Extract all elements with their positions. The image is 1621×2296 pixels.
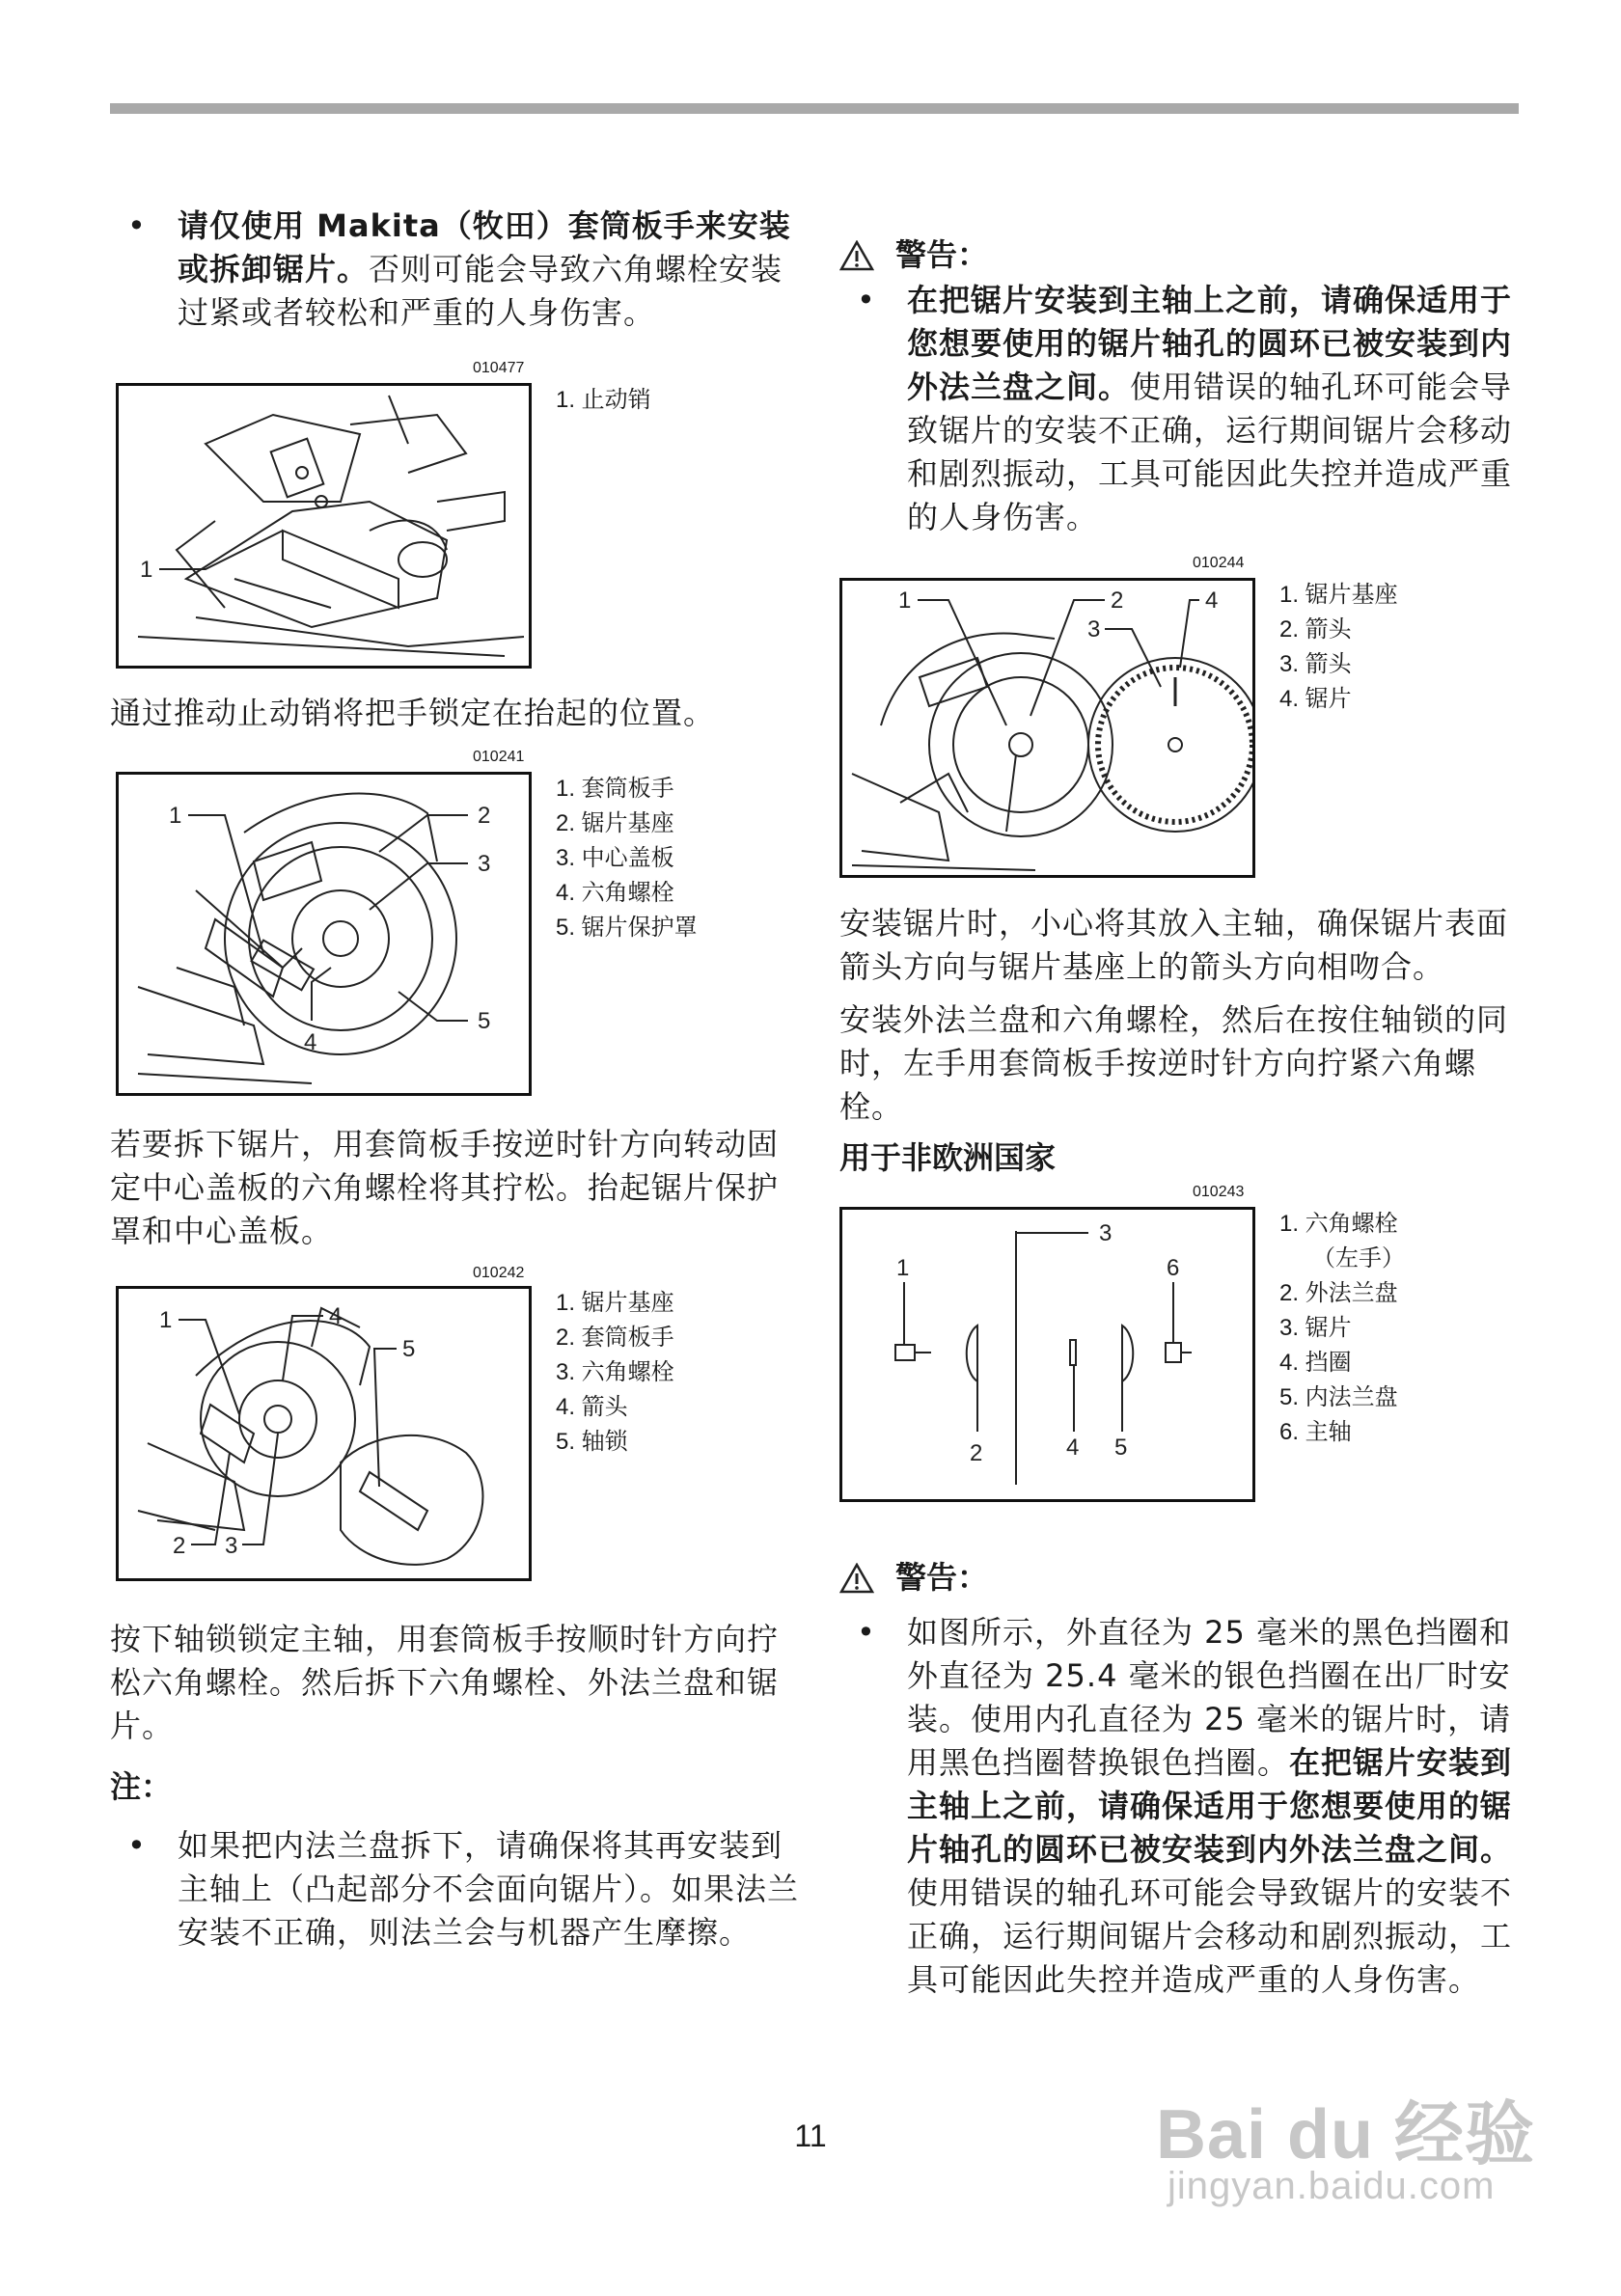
paragraph-remove-blade: 若要拆下锯片，用套筒板手按逆时针方向转动固定中心盖板的六角螺栓将其拧松。抬起锯片保护罩和中心盖板。 [110,1126,780,1249]
figure-code: 010243 [1193,1184,1245,1200]
warning-heading-2 [839,1556,1525,1599]
warning-triangle-icon [839,240,874,271]
center-cover-illustration [119,775,529,1093]
bullet-text: 使用错误的轴孔环可能会导致锯片的安装不正确，运行期间锯片会移动和剧烈振动，工具可能因此失控并造成严重的人身伤害。 [907,369,1513,535]
figure-legend [556,1286,674,1460]
legend-item: 3. 锯片 [1279,1315,1352,1341]
top-rule [110,103,1519,114]
bullet-socket-wrench [110,205,805,335]
legend-item: 1. 止动销 [556,387,651,413]
note-heading: 注： [110,1768,173,1805]
callout-5: 5 [402,1336,416,1362]
warning-heading-1 [839,233,1525,277]
callout-6: 6 [1167,1255,1180,1281]
warning-heading-text: 警告： [895,1559,989,1596]
figure-center-cover [110,735,805,1109]
flange-assembly-illustration [842,1210,1252,1499]
bullet-dot: • [857,282,876,318]
warning-heading-text: 警告： [895,236,989,273]
stopper-pin-illustration [119,386,529,666]
callout-3: 3 [478,851,491,877]
figure-shaft-lock [110,1253,805,1616]
legend-item: 5. 内法兰盘 [1279,1384,1398,1410]
bullet-note [110,1824,805,1954]
blade-arrows-illustration [842,581,1252,875]
legend-item: 1. 套筒板手 [556,776,674,802]
legend-item: （左手） [1312,1245,1405,1271]
bullet-bold-text: 请仅使用 Makita（牧田）套筒板手来安装或拆卸锯片。 [178,207,791,287]
callout-1: 1 [140,557,153,583]
callout-2: 2 [970,1440,983,1466]
legend-item: 1. 锯片基座 [556,1290,674,1316]
figure-legend [1279,1207,1405,1450]
legend-item: 3. 六角螺栓 [556,1359,674,1385]
paragraph-lock-handle: 通过推动止动销将把手锁定在抬起的位置。 [110,695,716,731]
callout-1: 1 [169,803,182,829]
figure-code: 010242 [473,1265,525,1281]
legend-item: 2. 套筒板手 [556,1325,674,1351]
figure-box [839,578,1255,878]
callout-3: 3 [225,1533,238,1559]
callout-2: 2 [173,1533,186,1559]
figure-legend [556,383,651,418]
section-heading-non-eu: 用于非欧洲国家 [839,1139,1057,1176]
figure-stopper-pin [110,335,805,674]
bullet-dot: • [127,1827,147,1864]
bullet-warning-2 [839,1611,1525,2002]
legend-item: 1. 锯片基座 [1279,582,1398,608]
figure-box [116,1286,532,1581]
right-column [839,205,1525,2002]
figure-legend [1279,578,1398,717]
bullet-tail-text: 使用错误的轴孔环可能会导致锯片的安装不正确，运行期间锯片会移动和剧烈振动，工具可能因此失控并造成严重的人身伤害。 [907,1874,1513,1998]
legend-item: 6. 主轴 [1279,1419,1352,1445]
paragraph-tighten-bolt: 安装外法兰盘和六角螺栓，然后在按住轴锁的同时，左手用套筒板手按逆时针方向拧紧六角螺栓。 [839,1001,1509,1125]
figure-flange-assembly [839,1180,1525,1556]
paragraph-loosen-bolt: 按下轴锁锁定主轴，用套筒板手按顺时针方向拧松六角螺栓。然后拆下六角螺栓、外法兰盘和锯片。 [110,1621,780,1744]
legend-item: 5. 锯片保护罩 [556,915,698,941]
figure-box [839,1207,1255,1502]
callout-1: 1 [159,1307,173,1333]
legend-item: 5. 轴锁 [556,1429,628,1455]
callout-4: 4 [1066,1435,1080,1461]
callout-1: 1 [898,588,912,614]
callout-1: 1 [896,1255,910,1281]
callout-4: 4 [304,1029,317,1055]
legend-item: 2. 外法兰盘 [1279,1280,1398,1306]
bullet-dot: • [857,1614,876,1651]
left-column [110,205,805,1954]
bullet-warning-1 [839,279,1525,539]
figure-code: 010241 [473,749,525,765]
bullet-bold-text: 在把锯片安装到主轴上之前，请确保适用于您想要使用的锯片轴孔的圆环已被安装到内外法兰盘之间。 [907,1744,1513,1868]
legend-item: 3. 中心盖板 [556,845,674,871]
figure-code: 010244 [1193,555,1245,571]
callout-5: 5 [1114,1435,1128,1461]
callout-2: 2 [478,803,491,829]
figure-code: 010477 [473,360,525,376]
paragraph-install-blade: 安装锯片时，小心将其放入主轴，确保锯片表面箭头方向与锯片基座上的箭头方向相吻合。 [839,905,1509,985]
callout-4: 4 [1205,588,1219,614]
legend-item: 4. 锯片 [1279,686,1352,712]
figure-legend [556,772,698,945]
legend-item: 1. 六角螺栓 [1279,1211,1398,1237]
warning-triangle-icon [839,1563,874,1594]
callout-2: 2 [1111,588,1124,614]
callout-3: 3 [1087,616,1101,642]
bullet-text: 如果把内法兰盘拆下，请确保将其再安装到主轴上（凸起部分不会面向锯片）。如果法兰安装不正确，则法兰会与机器产生摩擦。 [178,1827,800,1951]
callout-4: 4 [329,1303,343,1329]
baidu-watermark-logo: Bai du 经验 [1156,2096,1536,2173]
legend-item: 3. 箭头 [1279,651,1352,677]
legend-item: 2. 箭头 [1279,616,1352,642]
shaft-lock-illustration [119,1289,529,1578]
callout-5: 5 [478,1008,491,1034]
figure-box [116,383,532,669]
legend-item: 4. 箭头 [556,1394,628,1420]
legend-item: 4. 挡圈 [1279,1350,1352,1376]
legend-item: 2. 锯片基座 [556,810,674,836]
page-number: 11 [794,2118,827,2153]
bullet-dot: • [127,207,147,244]
callout-3: 3 [1099,1220,1113,1246]
figure-box [116,772,532,1096]
legend-item: 4. 六角螺栓 [556,880,674,906]
bullet-text: 否则可能会导致六角螺栓安装过紧或者较松和严重的人身伤害。 [178,251,783,331]
bullet-text: 如图所示，外直径为 25 毫米的黑色挡圈和外直径为 25.4 毫米的银色挡圈在出厂时安装。使用内孔直径为 25 毫米的锯片时，请用黑色挡圈替换银色挡圈。 [907,1614,1512,1781]
bullet-bold-text: 在把锯片安装到主轴上之前，请确保适用于您想要使用的锯片轴孔的圆环已被安装到内外法兰盘之间。 [907,282,1513,405]
figure-blade-arrows [839,539,1525,894]
baidu-watermark-url: jingyan.baidu.com [1168,2165,1496,2207]
